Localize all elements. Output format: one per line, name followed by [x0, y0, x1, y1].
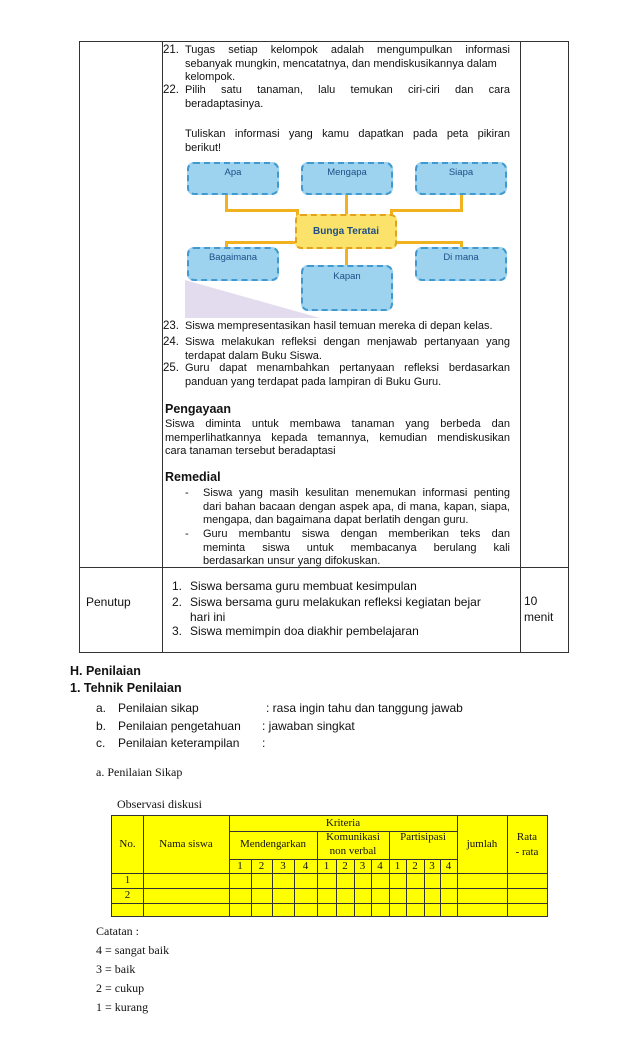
pengayaan-heading: Pengayaan: [165, 402, 232, 416]
step-text-line: panduan yang terdapat pada lampiran di Buku Guru.: [185, 375, 442, 388]
node-label: Kapan: [333, 271, 361, 282]
penutup-number: 2.: [172, 595, 183, 609]
rata-header: Rata: [516, 831, 538, 843]
score-cell: 4: [377, 860, 383, 872]
penilaian-keterampilan-label: Penilaian keterampilan: [118, 736, 240, 750]
list-letter: c.: [96, 736, 106, 750]
remedial-bullet: -: [185, 487, 189, 499]
step-text-line: Tugas setiap kelompok adalah mengumpulkan informasi: [185, 44, 510, 56]
remedial-line: Siswa yang masih kesulitan menemukan informasi penting: [203, 487, 510, 499]
decorative-corner: [185, 280, 320, 318]
section-h-heading: H. Penilaian: [70, 664, 141, 678]
step-text-line: Siswa mempresentasikan hasil temuan mereka di depan kelas.: [185, 320, 493, 332]
node-label: Apa: [224, 167, 242, 178]
list-letter: b.: [96, 719, 107, 733]
step-text-line: Pilih satu tanaman, lalu temukan ciri-ciri dan cara: [185, 84, 510, 96]
step-text-line: sebanyak mungkin, mencatatnya, dan mendiskusikannya dalam: [185, 57, 497, 70]
penilaian-sikap-label: Penilaian sikap: [118, 701, 199, 715]
step-number: 24.: [163, 336, 179, 348]
row-number: 2: [124, 889, 131, 901]
step-text-line: kelompok.: [185, 71, 236, 83]
remedial-line: dari bahan bacaan dengan aspek apa, di mana, kapan, siapa,: [203, 500, 510, 513]
step-number: 25.: [163, 362, 179, 374]
mind-map-diagram: [185, 161, 510, 318]
no-header: No.: [119, 838, 136, 850]
center-node-label: Bunga Teratai: [313, 226, 379, 237]
node-label: Mengapa: [327, 167, 367, 178]
mindmap-center-node: [295, 214, 397, 249]
komunikasi-header: Komunikasi: [326, 831, 380, 843]
step-23: [163, 320, 510, 335]
connector-line: [225, 209, 297, 212]
penilaian-pengetahuan-value: : jawaban singkat: [262, 719, 355, 733]
pengayaan-line: memperlihatkannya kepada temannya, kemudian mendiskusikan: [165, 431, 510, 444]
penutup-text: Siswa memimpin doa diakhir pembelajaran: [190, 624, 419, 638]
grid-line: [457, 816, 458, 916]
step-text-line: Siswa melakukan refleksi dengan menjawab pertanyaan yang: [185, 336, 510, 348]
observasi-diskusi-label: Observasi diskusi: [117, 797, 202, 811]
remedial-line: Guru membantu siswa dengan memberikan teks dan: [203, 528, 510, 540]
remedial-item-2: [185, 528, 510, 569]
node-label: Bagaimana: [208, 252, 258, 263]
pengayaan-text: [165, 418, 510, 459]
non-verbal-header: non verbal: [329, 845, 377, 857]
score-cell: 3: [280, 860, 286, 872]
step-number: 21.: [163, 44, 179, 56]
partisipasi-header: Partisipasi: [400, 831, 446, 843]
mendengarkan-header: Mendengarkan: [240, 838, 306, 850]
step-24: [163, 336, 510, 364]
teknik-penilaian-heading: 1. Tehnik Penilaian: [70, 681, 182, 695]
rata-header: - rata: [515, 846, 539, 858]
score-cell: 4: [445, 860, 452, 872]
pengayaan-line: Siswa diminta untuk membawa tanaman yang berbeda dan: [165, 418, 510, 430]
penilaian-pengetahuan-label: Penilaian pengetahuan: [118, 719, 241, 733]
score-cell: 3: [429, 860, 435, 872]
penutup-number: 3.: [172, 624, 183, 638]
mindmap-node-apa: [187, 162, 279, 195]
score-cell: 2: [342, 860, 348, 872]
score-cell: 1: [323, 860, 330, 872]
node-label: Di mana: [443, 252, 479, 263]
jumlah-header: jumlah: [466, 838, 498, 850]
score-cell: 3: [359, 860, 366, 872]
grid-line: [143, 816, 144, 916]
kriteria-header: Kriteria: [325, 817, 361, 829]
list-letter: a.: [96, 701, 107, 715]
penilaian-sikap-heading: a. Penilaian Sikap: [96, 765, 183, 779]
step-25: [163, 362, 510, 390]
penilaian-keterampilan-value: :: [262, 736, 266, 750]
observation-table: [111, 815, 548, 917]
score-cell: 1: [237, 860, 243, 872]
mindmap-node-kapan: [301, 265, 393, 311]
score-cell: 2: [258, 860, 265, 872]
remedial-line: meminta siswa untuk membacanya berulang kali: [203, 541, 510, 554]
step-21: [163, 44, 510, 86]
mindmap-node-bagaimana: [187, 247, 279, 281]
connector-line: [390, 209, 463, 212]
step-text-line: terdapat dalam Buku Siswa.: [185, 349, 322, 362]
grid-line: [112, 888, 547, 889]
step-text-line: beradaptasinya.: [185, 97, 264, 110]
remedial-heading: Remedial: [165, 470, 221, 484]
remedial-line: berdasarkan unsur yang difokuskan.: [203, 555, 381, 567]
instruction-line: berikut!: [185, 141, 222, 154]
remedial-bullet: -: [185, 528, 189, 540]
catatan-item: 2 = cukup: [96, 981, 145, 995]
mindmap-node-di-mana: [415, 247, 507, 281]
penutup-text: Siswa bersama guru melakukan refleksi kegiatan bejar: [190, 595, 481, 609]
connector-line: [395, 241, 463, 244]
row-number: 1: [124, 874, 131, 886]
penutup-text: Siswa bersama guru membuat kesimpulan: [190, 579, 417, 593]
column-divider: [520, 42, 521, 652]
mindmap-node-siapa: [415, 162, 507, 195]
catatan-item: 4 = sangat baik: [96, 943, 170, 957]
mindmap-instruction: [185, 128, 510, 155]
penutup-text: hari ini: [190, 610, 226, 624]
score-cell: 2: [412, 860, 418, 872]
mindmap-node-mengapa: [301, 162, 393, 195]
grid-line: [112, 903, 547, 904]
catatan-item: 1 = kurang: [96, 1000, 149, 1014]
score-cell: 1: [394, 860, 401, 872]
instruction-line: Tuliskan informasi yang kamu dapatkan pada peta pikiran: [185, 128, 510, 140]
remedial-item-1: [185, 487, 510, 528]
step-number: 23.: [163, 320, 179, 332]
connector-line: [225, 241, 295, 244]
grid-line: [112, 873, 547, 874]
catatan-title: Catatan :: [96, 924, 139, 938]
remedial-line: mengapa, dan bagaimana dapat berlatih dengan guru.: [203, 514, 469, 526]
penutup-number: 1.: [172, 579, 183, 593]
penutup-label: Penutup: [86, 595, 131, 609]
step-number: 22.: [163, 84, 179, 96]
duration-value: 10: [524, 594, 538, 608]
pengayaan-line: cara tanaman tersebut beradaptasi: [165, 445, 336, 457]
catatan-item: 3 = baik: [96, 962, 136, 976]
step-22: [163, 84, 510, 114]
penilaian-sikap-value: : rasa ingin tahu dan tanggung jawab: [266, 701, 463, 715]
nama-siswa-header: Nama siswa: [159, 838, 213, 850]
duration-unit: menit: [524, 610, 554, 624]
node-label: Siapa: [448, 167, 474, 178]
step-text-line: Guru dapat menambahkan pertanyaan refleksi berdasarkan: [185, 362, 510, 374]
score-cell: 4: [302, 860, 309, 872]
